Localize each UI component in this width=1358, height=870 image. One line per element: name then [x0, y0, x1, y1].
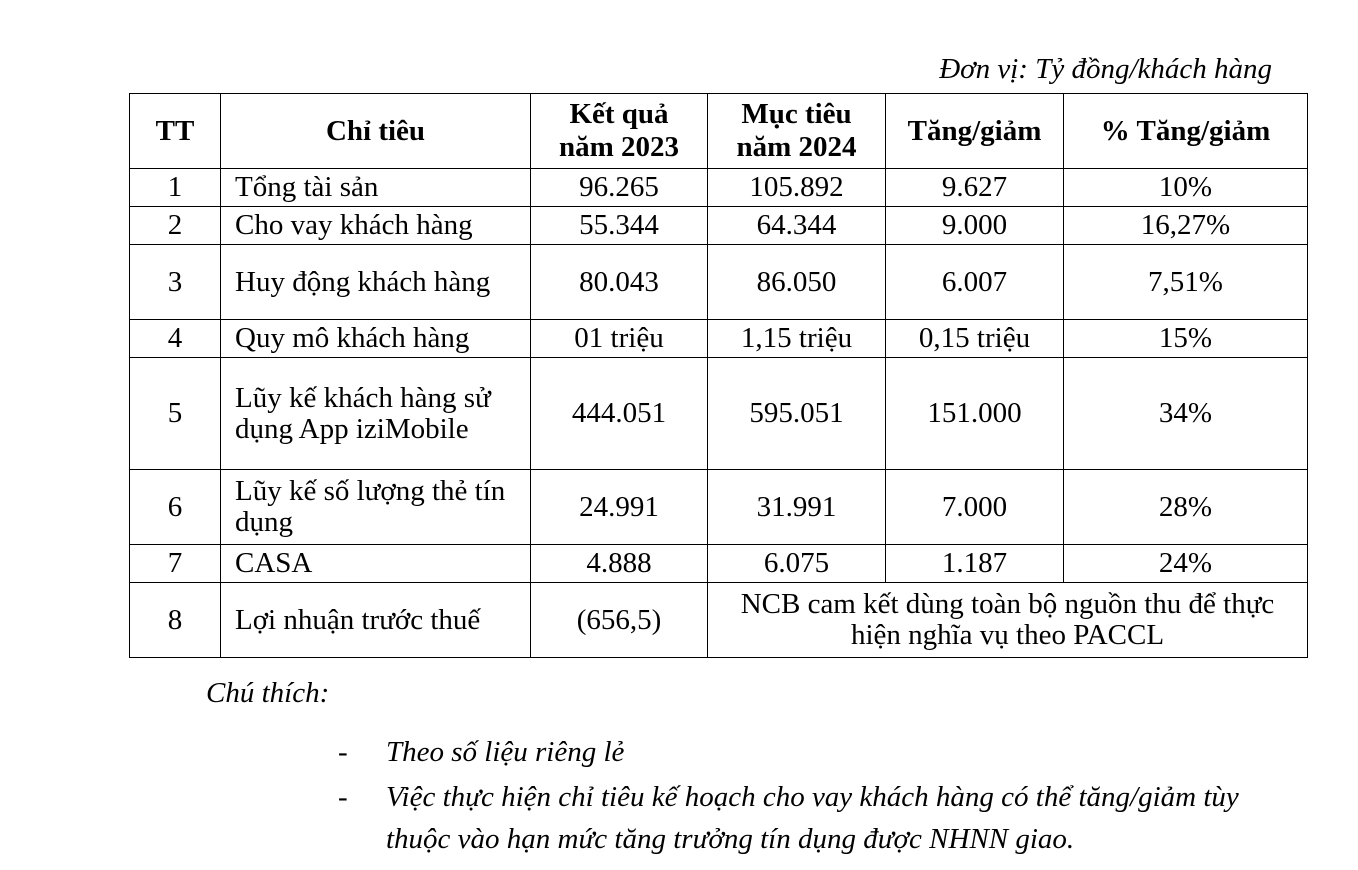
header-pct-change: % Tăng/giảm — [1064, 94, 1308, 169]
cell-tt: 2 — [130, 207, 221, 245]
cell-pct-change: 10% — [1064, 169, 1308, 207]
cell-change: 151.000 — [886, 358, 1064, 470]
cell-tt: 7 — [130, 545, 221, 583]
cell-indicator: Cho vay khách hàng — [221, 207, 531, 245]
bullet-dash: - — [338, 736, 348, 768]
cell-pct-change: 28% — [1064, 470, 1308, 545]
cell-change: 7.000 — [886, 470, 1064, 545]
cell-result-2023: (656,5) — [531, 583, 708, 658]
cell-indicator: Lũy kế khách hàng sử dụng App iziMobile — [221, 358, 531, 470]
cell-indicator: Huy động khách hàng — [221, 245, 531, 320]
cell-indicator: Tổng tài sản — [221, 169, 531, 207]
header-tt: TT — [130, 94, 221, 169]
notes-title: Chú thích: — [206, 677, 330, 709]
cell-change: 9.000 — [886, 207, 1064, 245]
header-result-2023-line1: Kết quả — [569, 98, 669, 130]
cell-target-2024: 1,15 triệu — [708, 320, 886, 358]
note-text: Theo số liệu riêng lẻ — [386, 736, 625, 768]
cell-tt: 8 — [130, 583, 221, 658]
table-row — [130, 470, 1308, 545]
cell-pct-change: 15% — [1064, 320, 1308, 358]
list-item — [338, 731, 1298, 773]
cell-target-2024: 595.051 — [708, 358, 886, 470]
cell-pct-change: 34% — [1064, 358, 1308, 470]
merged-commitment-note: NCB cam kết dùng toàn bộ nguồn thu để thực hiện nghĩa vụ theo PACCL — [708, 583, 1308, 658]
header-target-2024 — [708, 94, 886, 169]
cell-indicator: CASA — [221, 545, 531, 583]
cell-change: 9.627 — [886, 169, 1064, 207]
cell-pct-change: 7,51% — [1064, 245, 1308, 320]
cell-indicator: Lũy kế số lượng thẻ tín dụng — [221, 470, 531, 545]
header-change: Tăng/giảm — [886, 94, 1064, 169]
table-row — [130, 583, 1308, 658]
cell-result-2023: 55.344 — [531, 207, 708, 245]
cell-tt: 5 — [130, 358, 221, 470]
list-item — [338, 776, 1298, 860]
table-row — [130, 545, 1308, 583]
header-result-2023-line2: năm 2023 — [558, 131, 680, 163]
header-result-2023 — [531, 94, 708, 169]
table-row — [130, 245, 1308, 320]
note-text: Việc thực hiện chỉ tiêu kế hoạch cho vay khách hàng có thể tăng/giảm tùy thuộc vào hạn mức tăng trưởng tín dụng được NHNN giao. — [386, 781, 1239, 855]
cell-tt: 3 — [130, 245, 221, 320]
cell-result-2023: 4.888 — [531, 545, 708, 583]
cell-result-2023: 80.043 — [531, 245, 708, 320]
cell-result-2023: 96.265 — [531, 169, 708, 207]
cell-change: 1.187 — [886, 545, 1064, 583]
cell-change: 6.007 — [886, 245, 1064, 320]
header-target-2024-line2: năm 2024 — [736, 131, 857, 163]
table-row — [130, 169, 1308, 207]
table-row — [130, 358, 1308, 470]
cell-target-2024: 31.991 — [708, 470, 886, 545]
cell-target-2024: 86.050 — [708, 245, 886, 320]
header-row — [130, 94, 1308, 169]
cell-target-2024: 64.344 — [708, 207, 886, 245]
header-target-2024-line1: Mục tiêu — [741, 98, 852, 130]
table-row — [130, 320, 1308, 358]
cell-result-2023: 444.051 — [531, 358, 708, 470]
cell-target-2024: 6.075 — [708, 545, 886, 583]
cell-pct-change: 24% — [1064, 545, 1308, 583]
business-plan-table — [129, 93, 1308, 658]
header-indicator: Chỉ tiêu — [221, 94, 531, 169]
unit-label: Đơn vị: Tỷ đồng/khách hàng — [939, 53, 1272, 85]
cell-tt: 4 — [130, 320, 221, 358]
cell-indicator: Quy mô khách hàng — [221, 320, 531, 358]
cell-result-2023: 01 triệu — [531, 320, 708, 358]
cell-change: 0,15 triệu — [886, 320, 1064, 358]
cell-tt: 6 — [130, 470, 221, 545]
cell-indicator: Lợi nhuận trước thuế — [221, 583, 531, 658]
table-row — [130, 207, 1308, 245]
notes-list — [338, 731, 1298, 863]
cell-pct-change: 16,27% — [1064, 207, 1308, 245]
cell-tt: 1 — [130, 169, 221, 207]
bullet-dash: - — [338, 781, 348, 813]
cell-target-2024: 105.892 — [708, 169, 886, 207]
cell-result-2023: 24.991 — [531, 470, 708, 545]
